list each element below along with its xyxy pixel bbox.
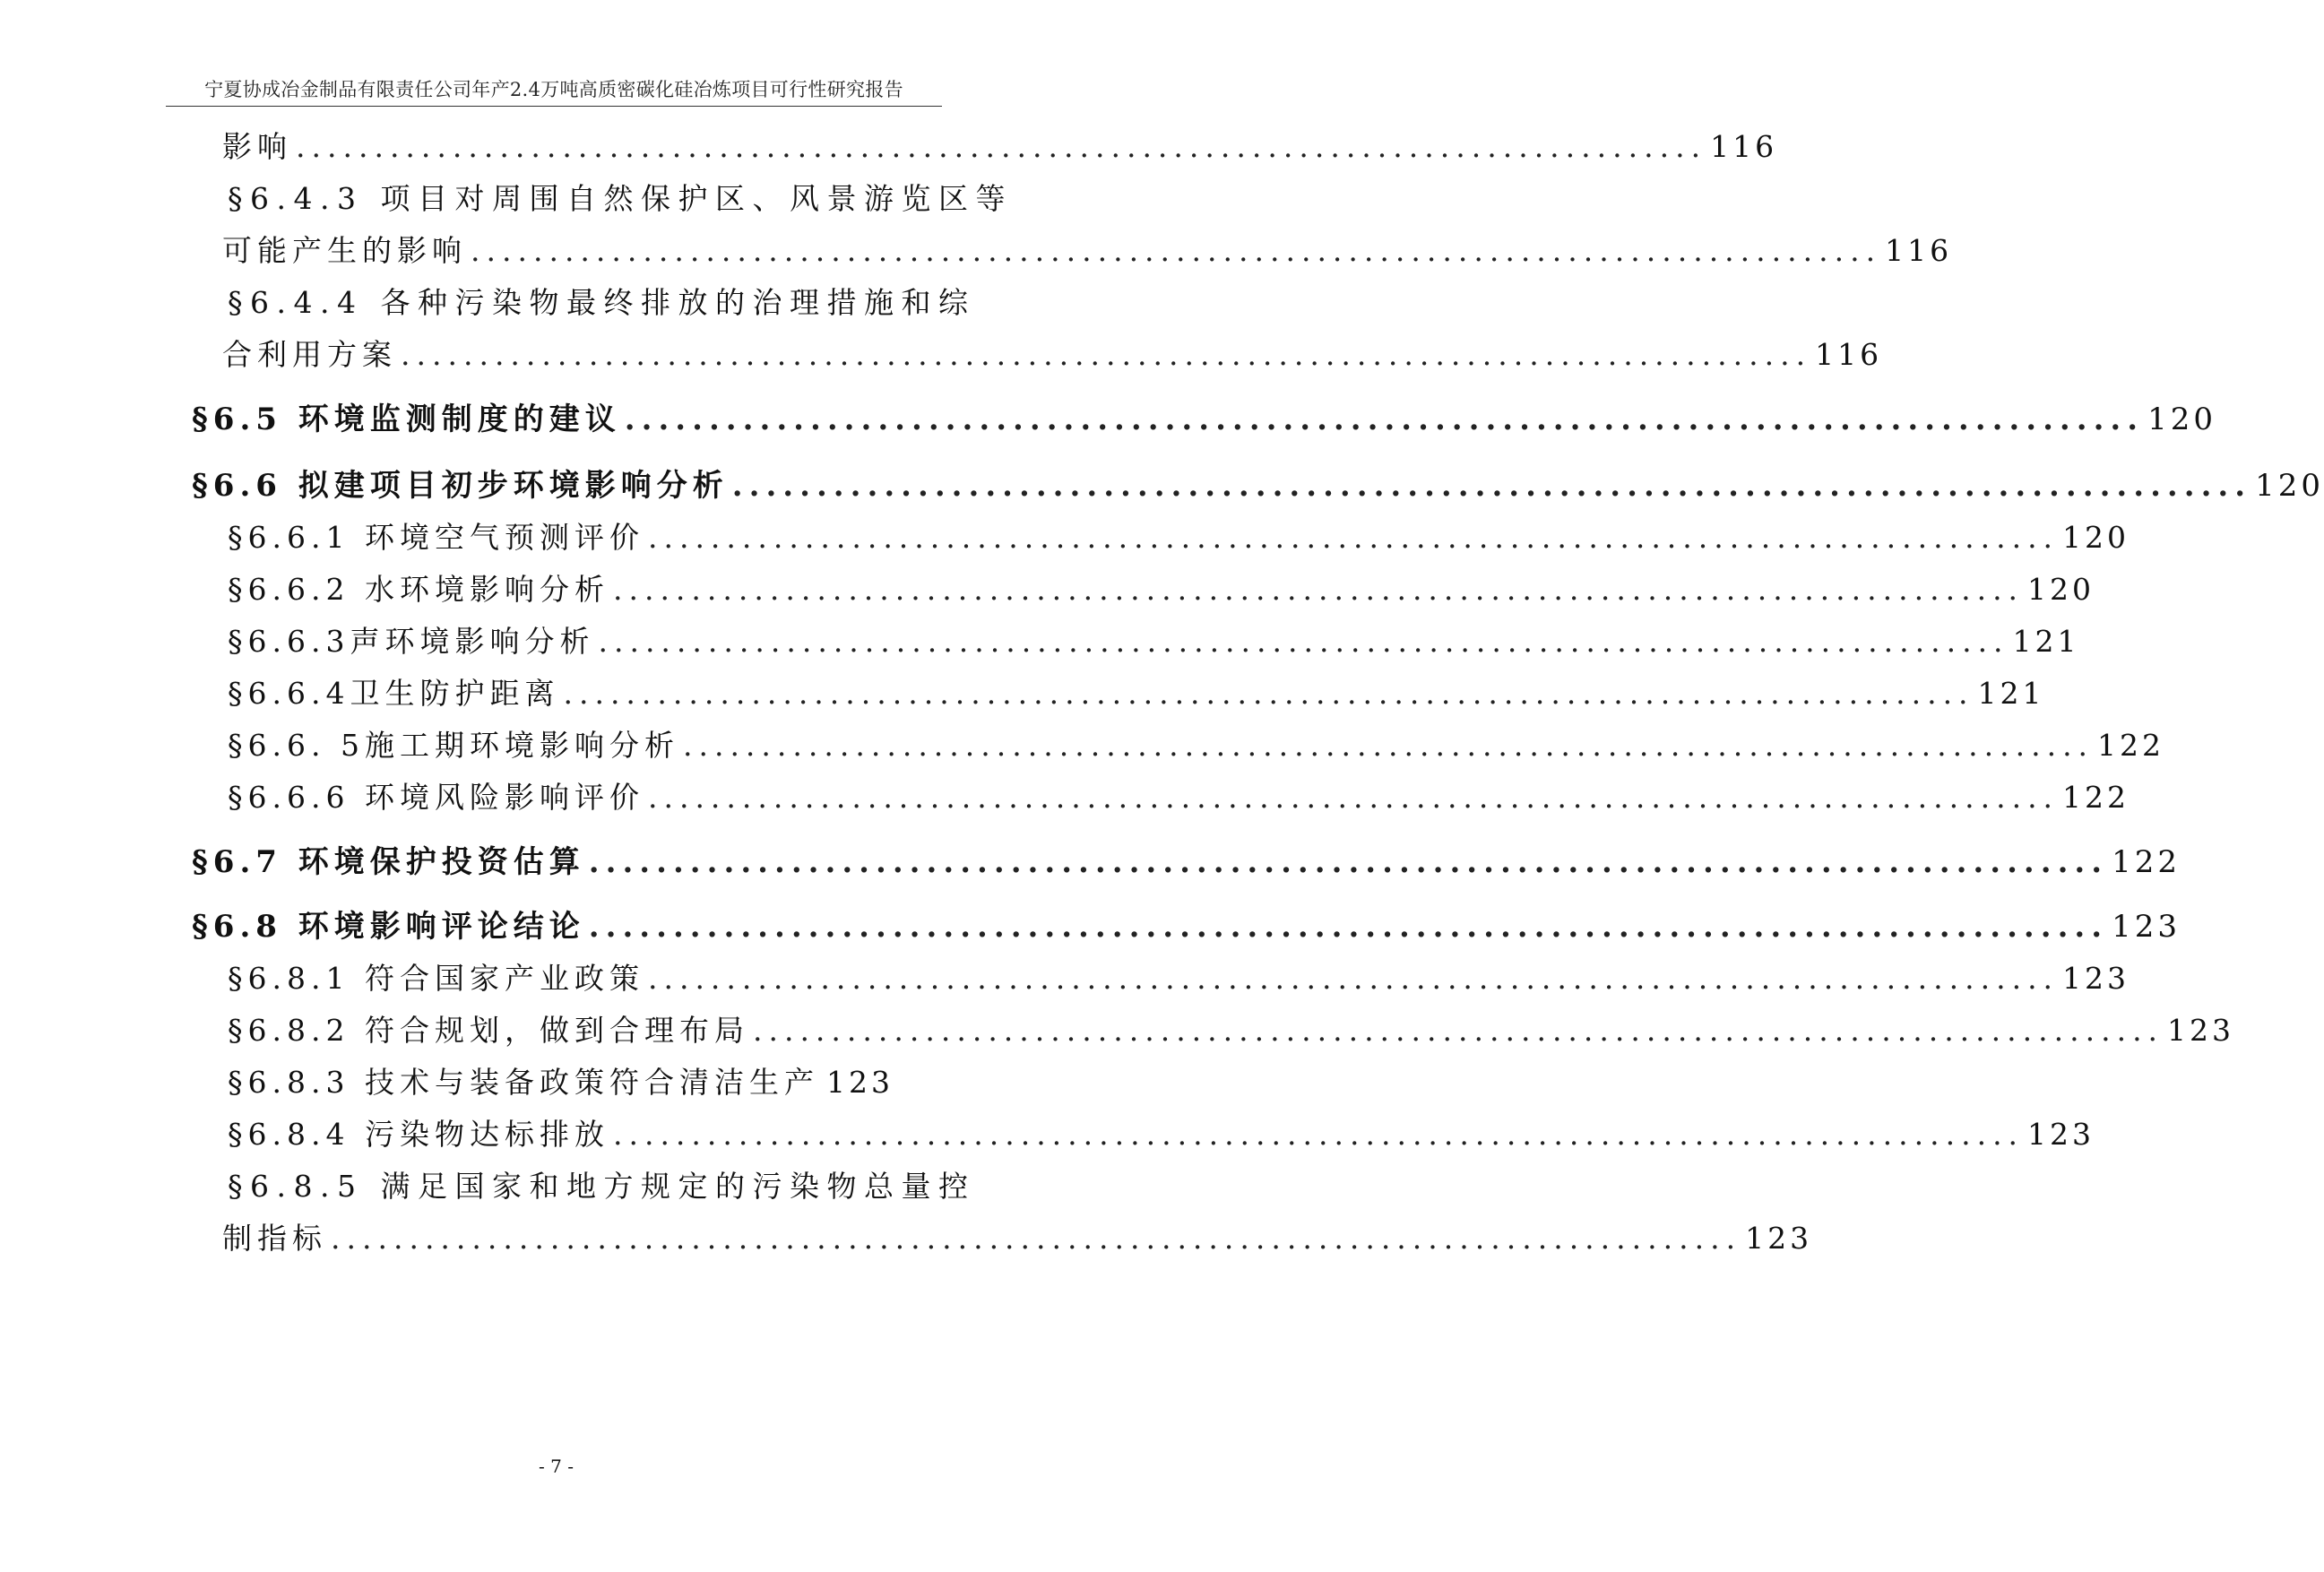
dot-leader: .......................................................................................... [296,129,1707,164]
toc-entry[interactable] [0,1217,1813,1260]
toc-entry-title: §6.6.4卫生防护距离 [228,676,560,711]
toc-entry-title: §6.6.2 水环境影响分析 [228,572,609,607]
toc-entry-page: 120 [2255,468,2324,504]
toc-entry-title: §6.4.4 各种污染物最终排放的治理措施和综 [228,285,976,320]
dot-leader: .......................................................................................... [647,520,2060,555]
toc-entry-page: 122 [2112,844,2181,880]
toc-entry-page: 123 [1745,1221,1813,1256]
toc-entry-title: §6.6.3声环境影响分析 [228,624,595,659]
dot-leader: .......................................................................................... [731,468,2252,504]
toc-entry-page: 120 [2062,520,2130,555]
toc-entry-title: 合利用方案 [222,337,397,372]
page-number: - 7 - [539,1455,574,1477]
toc-entry-page: 116 [1885,233,1953,268]
toc-entry-page: 120 [2147,402,2217,437]
toc-entry[interactable] [0,1113,2095,1156]
toc-entry[interactable] [0,1165,1112,1208]
toc-entry-page: 122 [2097,728,2165,763]
toc-entry[interactable] [0,1061,1112,1104]
dot-leader: .......................................................................................... [401,337,1812,372]
toc-entry[interactable] [0,672,2045,715]
toc-entry[interactable] [0,957,2130,1000]
toc-entry-title: §6.8.3 技术与装备政策符合清洁生产 [228,1065,819,1100]
toc-entry-page: 121 [2012,624,2080,659]
dot-leader: .......................................................................................... [624,402,2145,437]
toc-entry-title: §6.8.1 符合国家产业政策 [228,961,644,996]
toc-entry-title: §6.5 环境监测制度的建议 [192,402,621,437]
toc-section-entry[interactable] [0,464,2324,507]
toc-entry-page: 116 [1815,337,1883,372]
toc-entry[interactable] [0,229,1953,272]
toc-entry-title: §6.6. 5施工期环境影响分析 [228,728,679,763]
toc-entry-title: §6.7 环境保护投资估算 [192,844,585,880]
dot-leader: .......................................................................................... [612,572,2025,607]
toc-entry-title: §6.6 拟建项目初步环境影响分析 [192,468,729,504]
toc-entry[interactable] [0,177,1112,220]
toc-section-entry[interactable] [0,398,2217,441]
toc-entry[interactable] [0,125,1778,168]
toc-entry-title: §6.6.6 环境风险影响评价 [228,780,644,815]
dot-leader: .......................................................................................... [563,676,1974,711]
dot-leader: .......................................................................................... [588,844,2109,880]
dot-leader: .......................................................................................... [752,1013,2164,1048]
dot-leader: .......................................................................................... [471,233,1882,268]
toc-entry[interactable] [0,620,2080,663]
toc-entry-page: 122 [2062,780,2130,815]
toc-entry-title: §6.4.3 项目对周围自然保护区、风景游览区等 [228,181,1013,216]
toc-entry-page: 123 [2027,1117,2095,1152]
toc-entry[interactable] [0,568,2095,611]
toc-entry[interactable] [0,281,1112,324]
toc-entry-page: 116 [1710,129,1778,164]
report-title: 宁夏协成冶金制品有限责任公司年产2.4万吨高质密碳化硅冶炼项目可行性研究报告 [204,79,903,100]
dot-leader: .......................................................................................... [598,624,2009,659]
toc-entry-page: 121 [1977,676,2045,711]
dot-leader: .......................................................................................... [612,1117,2025,1152]
toc-entry-title: §6.8.2 符合规划，做到合理布局 [228,1013,749,1048]
toc-section-entry[interactable] [0,841,2181,884]
toc-entry-page: 123 [2062,961,2130,996]
toc-entry-page: 120 [2027,572,2095,607]
toc-entry-title: §6.8.4 污染物达标排放 [228,1117,609,1152]
dot-leader: .......................................................................................... [331,1221,1742,1256]
toc-entry[interactable] [0,516,2130,559]
toc-entry[interactable] [0,776,2130,819]
toc-entry-page: 123 [2112,909,2181,945]
dot-leader: .......................................................................................... [588,909,2109,945]
dot-leader: .......................................................................................... [682,728,2095,763]
toc-entry-page: 123 [2167,1013,2235,1048]
toc-entry-title: 可能产生的影响 [222,233,467,268]
toc-entry-title: 影响 [222,129,292,164]
toc-entry[interactable] [0,724,2165,767]
dot-leader: .......................................................................................... [647,780,2060,815]
toc-entry-title: §6.8.5 满足国家和地方规定的污染物总量控 [228,1169,976,1204]
dot-leader: .......................................................................................... [647,961,2060,996]
toc-entry-page: 123 [825,1065,894,1100]
toc-entry[interactable] [0,333,1883,376]
toc-entry[interactable] [0,1009,2235,1052]
toc-entry-title: §6.6.1 环境空气预测评价 [228,520,644,555]
toc-entry-title: §6.8 环境影响评论结论 [192,909,585,945]
toc-section-entry[interactable] [0,905,2181,948]
toc-entry-title: 制指标 [222,1221,327,1256]
